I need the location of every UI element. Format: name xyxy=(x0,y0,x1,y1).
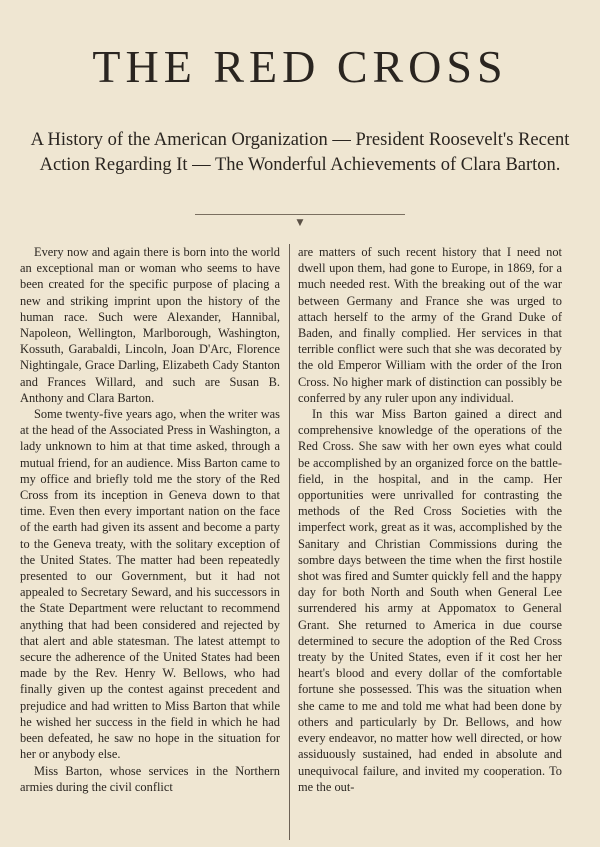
paragraph: are matters of such recent history that I need not dwell upon them, had gone to Europe, in 1869, for a much needed rest. With the breaking out of the war between Germany and France she was urged to attach herself to the army of the Grand Duke of Baden, and finally complied. Her services in that terrible conflict were such that she was decorated by the old Emperor William with the order of the Iron Cross. No higher mark of distinction can possibly be conferred by any ruler upon any individual. xyxy=(298,245,562,405)
paragraph: Some twenty-five years ago, when the writer was at the head of the Associated Press in Washington, a lady unknown to him at that time asked, through a mutual friend, for an audience. Miss Barton came to my office and briefly told me the story of the Red Cross from its inception in Geneva down to that time. Even then every important nation on the face of the earth had given its assent and become a party to the Geneva treaty, with the solitary exception of the United States. The matter had been repeatedly presented to our Government, but it had not appealed to Secretary Seward, and his successors in the State Department were reluctant to recommend anything that had been considered and rejected by that alert and able statesman. The latest attempt to secure the adherence of the United States had been made by the Rev. Henry W. Bellows, who had finally given up the contest against precedent and prejudice and had written to Miss Barton that while he wished her success in the field in which he had been defeated, he saw no hope in the situation for her or anybody else. xyxy=(20,407,280,762)
right-column xyxy=(298,244,562,795)
ornament-icon: ▼ xyxy=(296,218,304,228)
paragraph: Every now and again there is born into the world an exceptional man or woman who seems to have been created for the specific purpose of placing a new and striking imprint upon the history of the human race. Such were Alexander, Hannibal, Napoleon, Wellington, Marlborough, Washington, Kossuth, Garabaldi, Lincoln, Joan D'Arc, Florence Nightingale, Grace Darling, Elizabeth Cady Stanton and Frances Willard, and such are Susan B. Anthony and Clara Barton. xyxy=(20,245,280,405)
left-column xyxy=(20,244,280,795)
paragraph: In this war Miss Barton gained a direct and comprehensive knowledge of the operations of the Red Cross. She saw with her own eyes what could be accomplished by an organized force on the battle-field, in the hospital, and in the camp. Her opportunities were unrivalled for contrasting the methods of the Red Cross Societies with the imperfect work, great as it was, accomplished by the Sanitary and Christian Commissions during the sombre days between the time when the first hostile shot was fired and Sumter quickly fell and the happy day for both North and South when General Lee surrendered his army at Appomatox to General Grant. She returned to America in due course determined to secure the adoption of the Red Cross treaty by the United States, even if it cost her her heart's blood and every dollar of the comfortable fortune she possessed. This was the situation when she came to me and told me what had been done by others and particularly by Dr. Bellows, and how every endeavor, no matter how well directed, or how assiduously sustained, had ended in absolute and unequivocal failure, and invited my cooperation. To me the out- xyxy=(298,407,562,794)
article-subtitle: A History of the American Organization — President Roosevelt's Recent Action Regarding It — The Wonderful Achievements of Clara Barton. xyxy=(30,130,570,175)
article-title: THE RED CROSS xyxy=(92,41,508,92)
column-divider xyxy=(289,244,290,840)
paragraph: Miss Barton, whose services in the Northern armies during the civil conflict xyxy=(20,763,280,794)
title-divider-rule xyxy=(195,214,405,215)
